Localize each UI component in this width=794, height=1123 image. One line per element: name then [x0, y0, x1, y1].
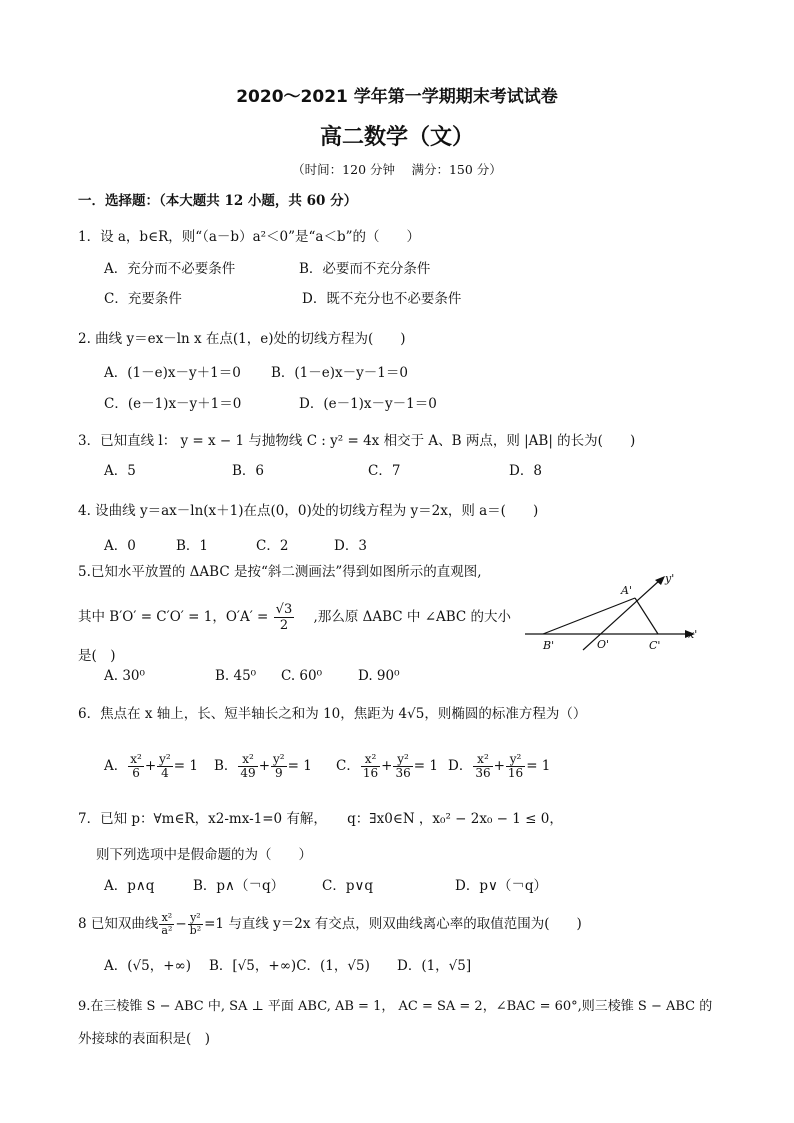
question-3-stem: 3．已知直线 l： y = x − 1 与抛物线 C : y² = 4x 相交于 A、B 两点，则 |AB| 的长为( )	[78, 433, 636, 449]
q6c-d2: 36	[395, 766, 411, 780]
question-1-option-d: D．既不充分也不必要条件	[302, 291, 462, 307]
question-7-option-b: B．p∧（￢q）	[193, 878, 285, 894]
question-4-option-d: D．3	[334, 538, 367, 554]
question-9-stem-2: 外接球的表面积是( )	[78, 1031, 211, 1047]
question-6-option-d: D． $\frac{\text{x²}}{36}$ + $\frac{\text{y²}}{16}$ = 1	[448, 752, 551, 780]
question-7-option-d: D．p∨（￢q）	[455, 878, 547, 894]
q8-frac1-n: x²	[159, 912, 174, 925]
question-2-option-c: C．(e－1)x－y＋1＝0	[104, 396, 242, 412]
question-1-option-a: A．充分而不必要条件	[104, 261, 236, 277]
question-5-fraction	[274, 602, 295, 633]
question-3-option-d: D．8	[509, 463, 542, 479]
question-1-option-c: C．充要条件	[104, 291, 182, 307]
question-5-option-c: C. 60⁰	[281, 668, 323, 684]
segment-a-c	[635, 598, 658, 634]
q6d-label: D．	[448, 758, 473, 774]
section-heading: 一．选择题：（本大题共 12 小题，共 60 分）	[78, 193, 358, 209]
q6a-rhs: = 1	[173, 758, 198, 774]
oblique-projection-figure	[515, 572, 705, 652]
q6b-n2: y²	[273, 752, 285, 766]
question-3-option-b: B．6	[232, 463, 265, 479]
question-2-stem: 2. 曲线 y＝ex－ln x 在点(1，e)处的切线方程为( )	[78, 331, 406, 347]
q6b-d2: 9	[274, 766, 283, 780]
q6a-d2: 4	[161, 766, 169, 780]
q6a-n1: x²	[130, 752, 142, 766]
question-9-stem: 9.在三棱锥 S − ABC 中, SA ⊥ 平面 ABC, AB = 1， AC = SA = 2，∠BAC = 60°,则三棱锥 S − ABC 的	[78, 999, 713, 1014]
question-1-stem: 1．设 a，b∈R，则“（a－b）a²＜0”是“a＜b”的（ ）	[78, 229, 421, 245]
q6c-rhs: = 1	[413, 758, 438, 774]
q8-frac2-n: y²	[188, 912, 203, 925]
q6c-label: C．	[336, 758, 360, 774]
q6b-frac2	[271, 753, 287, 780]
exam-subject: 高二数学（文）	[319, 125, 474, 150]
question-5-option-a: A. 30⁰	[104, 668, 145, 684]
label-b: B'	[543, 639, 555, 652]
q8-stem-a: 8 已知双曲线	[78, 916, 159, 932]
question-8-option-d: D．(1，√5]	[397, 958, 472, 974]
question-6-option-c: C． $\frac{\text{x²}}{16}$ + $\frac{\text{y²}}{36}$ = 1	[336, 752, 438, 780]
label-c: C'	[649, 639, 661, 652]
q6a-frac1	[128, 753, 144, 780]
question-5-fraction-den: 2	[279, 618, 289, 633]
question-2-option-d: D．(e－1)x－y－1＝0	[299, 396, 437, 412]
q6a-label: A．	[104, 758, 128, 774]
q6b-n1: x²	[238, 753, 257, 767]
q6d-rhs: = 1	[526, 758, 551, 774]
question-3-option-a: A．5	[104, 463, 136, 479]
q6c-frac1	[361, 753, 380, 780]
question-4-option-a: A．0	[104, 538, 136, 554]
q6c-frac2	[393, 753, 412, 780]
question-2-option-a: A．(1－e)x－y＋1＝0	[104, 365, 241, 381]
q6a-n2: y²	[159, 752, 171, 766]
question-5-fraction-num: √3	[275, 602, 293, 617]
question-7-stem: 7．已知 p：∀m∈R，x2-mx-1=0 有解， q：∃x0∈N ，x₀² − 2x₀ − 1 ≤ 0，	[78, 811, 563, 827]
question-6-stem: 6．焦点在 x 轴上，长、短半轴长之和为 10，焦距为 4√5，则椭圆的标准方程为（）	[78, 706, 587, 722]
q6b-d1: 49	[240, 766, 256, 780]
question-2-option-b: B．(1－e)x－y－1＝0	[271, 365, 408, 381]
q6a-d1: 6	[132, 766, 140, 780]
question-1-option-b: B．必要而不充分条件	[299, 261, 431, 277]
question-5-stem-part-b: ,那么原 ΔABC 中 ∠ABC 的大小	[313, 609, 512, 625]
question-5-stem-line3: 是( )	[78, 648, 116, 664]
q8-stem-b: =1 与直线 y＝2x 有交点，则双曲线离心率的取值范围为( )	[204, 916, 582, 932]
q8-frac2	[188, 912, 203, 937]
question-5-stem-part-a: 其中 B′O′ = C′O′ = 1，O′A′ =	[78, 609, 269, 625]
question-7-option-a: A．p∧q	[104, 878, 155, 894]
question-4-stem: 4. 设曲线 y＝ax－ln(x＋1)在点(0，0)处的切线方程为 y＝2x，则 a＝( )	[78, 503, 539, 519]
q6a-frac2	[157, 753, 173, 780]
q6c-n2: y²	[393, 753, 412, 767]
q6b-rhs: = 1	[287, 758, 312, 774]
label-a: A'	[621, 584, 632, 597]
question-8-stem	[78, 906, 582, 942]
question-7-option-c: C．p∨q	[322, 878, 373, 894]
exam-timing: （时间：120 分钟 满分：150 分）	[292, 162, 502, 177]
question-6-option-a: A． $\frac{\text{x²}}{6}$ + $\frac{\text{y²}}{4}$ = 1	[104, 752, 198, 780]
question-5-option-b: B. 45⁰	[215, 668, 257, 684]
label-y: y'	[665, 572, 675, 585]
q6c-d1: 16	[362, 766, 379, 780]
q6d-frac2	[506, 753, 525, 780]
question-5-stem-line2	[78, 597, 511, 637]
question-4-option-b: B．1	[176, 538, 209, 554]
q6d-n1: x²	[473, 753, 492, 767]
q6d-d1: 36	[475, 766, 491, 780]
question-7-stem-2: 则下列选项中是假命题的为（ ）	[96, 847, 312, 863]
q6d-n2: y²	[506, 753, 525, 767]
question-8-option-a: A．(√5，+∞)	[104, 958, 192, 974]
question-4-option-c: C．2	[256, 538, 289, 554]
q8-minus: −	[175, 916, 187, 932]
label-x: x'	[688, 628, 698, 641]
q8-frac1	[159, 912, 174, 937]
question-3-option-c: C．7	[368, 463, 401, 479]
exam-title: 2020～2021 学年第一学期期末考试试卷	[236, 87, 558, 107]
label-o: O'	[597, 638, 610, 651]
q6b-label: B．	[214, 758, 238, 774]
q8-frac1-d: a²	[161, 924, 173, 937]
q6d-frac1	[473, 753, 492, 780]
question-6-option-b: B． $\frac{\text{x²}}{49}$ + $\frac{\text{y²}}{9}$ = 1	[214, 752, 312, 780]
q6d-d2: 16	[507, 766, 524, 780]
q6b-frac1	[238, 753, 257, 780]
q8-frac2-d: b²	[189, 924, 202, 937]
q6c-n1: x²	[361, 753, 380, 767]
question-5-option-d: D. 90⁰	[358, 668, 400, 684]
question-5-stem-line1: 5.已知水平放置的 ΔABC 是按“斜二测画法”得到如图所示的直观图,	[78, 564, 482, 580]
question-8-option-bc: B．[√5，+∞)C．(1，√5)	[209, 958, 370, 974]
